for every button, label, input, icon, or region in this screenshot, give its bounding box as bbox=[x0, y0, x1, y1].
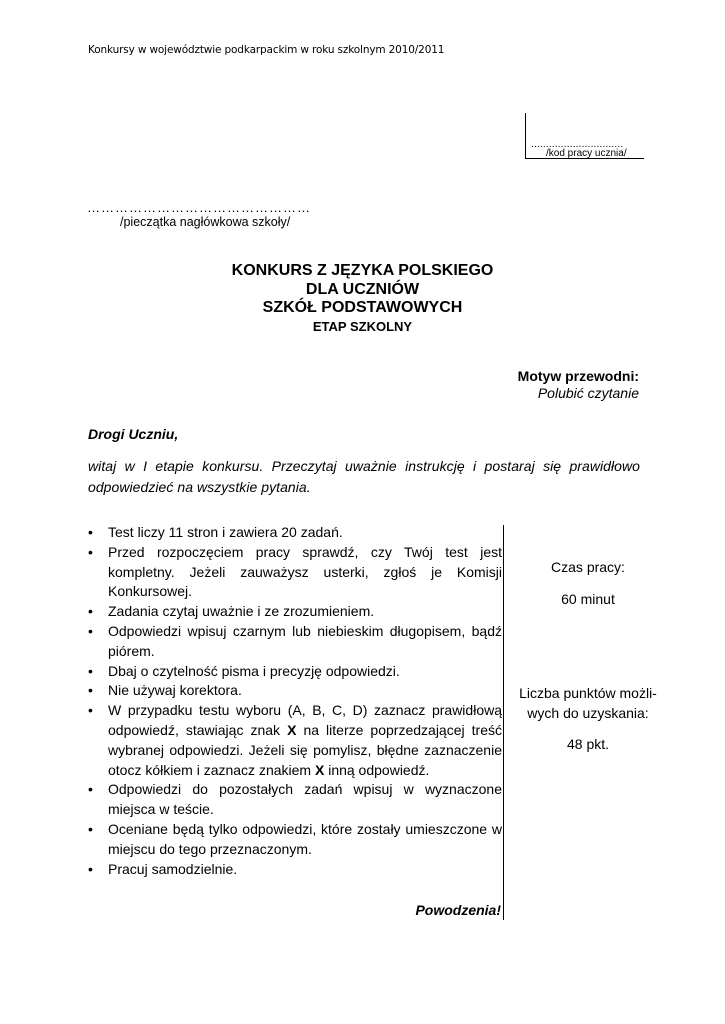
list-item: • Dbaj o czytelność pisma i precyzję odpowiedzi. bbox=[88, 662, 502, 682]
competition-header: Konkursy w województwie podkarpackim w roku szkolnym 2010/2011 bbox=[88, 44, 445, 56]
instruction-text: W przypadku testu wyboru (A, B, C, D) zaznacz prawidłową odpowiedź, stawiając znak bbox=[108, 702, 502, 738]
title-line-3: SZKÓŁ PODSTAWOWYCH bbox=[262, 299, 463, 316]
list-item: • Zadania czytaj uważnie i ze zrozumieniem. bbox=[88, 602, 502, 622]
school-stamp-dots: ………………………………………… bbox=[87, 200, 311, 215]
list-item: • Oceniane będą tylko odpowiedzi, które zostały umieszczone w miejscu do tego przeznaczonym. bbox=[88, 820, 502, 860]
school-stamp-label: /pieczątka nagłówkowa szkoły/ bbox=[120, 215, 291, 229]
list-item bbox=[88, 701, 502, 780]
x-mark: X bbox=[314, 761, 325, 778]
points-value: 48 pkt. bbox=[566, 736, 610, 752]
student-code-label: /kod pracy ucznia/ bbox=[546, 148, 627, 159]
list-item: • Nie używaj korektora. bbox=[88, 681, 502, 701]
instruction-text: na literze poprzedzającej treść wybranej odpowiedzi. Jeżeli się pomylisz, błędne zaznaczenie otocz kółkiem i zaznacz znakiem bbox=[108, 721, 502, 778]
title-line-1: KONKURS Z JĘZYKA POLSKIEGO bbox=[231, 262, 494, 279]
motto-label: Motyw przewodni: bbox=[517, 368, 639, 384]
greeting: Drogi Uczniu, bbox=[88, 426, 179, 442]
motto-value: Polubić czytanie bbox=[537, 384, 639, 401]
title-line-4: ETAP SZKOLNY bbox=[312, 318, 413, 334]
document-title bbox=[0, 262, 725, 335]
list-item: • Odpowiedzi wpisuj czarnym lub niebieskim długopisem, bądź piórem. bbox=[88, 622, 502, 662]
list-item: • Pracuj samodzielnie. bbox=[88, 860, 502, 880]
intro-text: witaj w I etapie konkursu. Przeczytaj uważnie instrukcję i postaraj się prawidłowo odpowiedzieć na wszystkie pytania. bbox=[88, 458, 640, 495]
instruction-text: inną odpowiedź. bbox=[324, 761, 430, 778]
vertical-divider bbox=[503, 525, 504, 920]
time-label: Czas pracy: bbox=[551, 559, 625, 575]
points-label-2: wych do uzyskania: bbox=[527, 705, 649, 721]
good-luck-text: Powodzenia! bbox=[415, 902, 501, 918]
instructions-list bbox=[88, 523, 502, 879]
list-item: • Odpowiedzi do pozostałych zadań wpisuj w wyznaczone miejsca w teście. bbox=[88, 780, 502, 820]
time-value: 60 minut bbox=[561, 591, 615, 607]
points-label-1: Liczba punktów możli- bbox=[519, 685, 657, 701]
title-line-2: DLA UCZNIÓW bbox=[305, 280, 420, 298]
list-item: • Test liczy 11 stron i zawiera 20 zadań. bbox=[88, 523, 502, 543]
x-mark: X bbox=[287, 721, 297, 738]
motto bbox=[518, 368, 639, 401]
list-item: • Przed rozpoczęciem pracy sprawdź, czy Twój test jest kompletny. Jeżeli zauważysz usterki, zgłoś je Komisji Konkursowej. bbox=[88, 543, 502, 602]
student-code-dots: ............................... bbox=[531, 139, 624, 150]
